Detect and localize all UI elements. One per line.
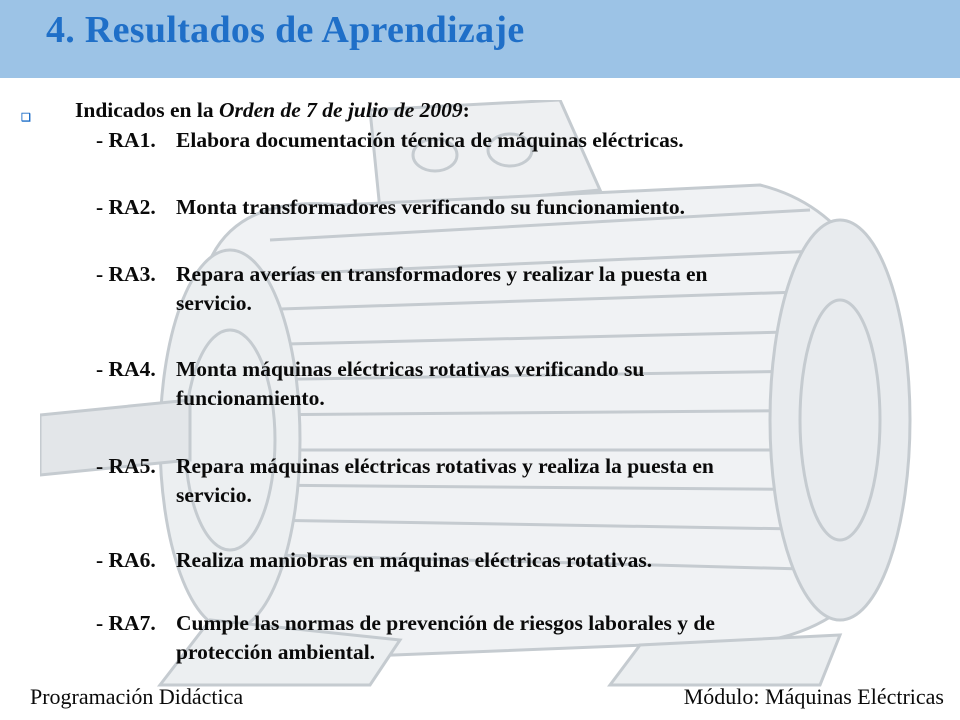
slide-title: 4. Resultados de Aprendizaje: [46, 9, 525, 51]
ra-text: Repara averías en transformadores y realizar la puesta en: [176, 262, 708, 286]
intro-suffix: :: [462, 98, 470, 122]
ra-text: Realiza maniobras en máquinas eléctricas rotativas.: [176, 548, 653, 572]
ra-text-cont: servicio.: [176, 291, 252, 315]
ra-code: - RA1.: [96, 128, 156, 152]
ra-item-5: [96, 452, 714, 510]
intro-line: [75, 96, 470, 125]
ra-item-4: [96, 355, 644, 413]
ra-code: - RA2.: [96, 195, 156, 219]
ra-text: Repara máquinas eléctricas rotativas y realiza la puesta en: [176, 454, 714, 478]
footer-left: Programación Didáctica: [30, 684, 244, 709]
ra-text-cont: servicio.: [176, 483, 252, 507]
ra-code: - RA4.: [96, 357, 156, 381]
ra-text: Cumple las normas de prevención de riesgos laborales y de: [176, 611, 715, 635]
ra-text-cont: funcionamiento.: [176, 386, 325, 410]
ra-text-cont: protección ambiental.: [176, 640, 376, 664]
ra-item-6: [96, 546, 652, 575]
ra-text: Monta transformadores verificando su funcionamiento.: [176, 195, 686, 219]
footer-right: Módulo: Máquinas Eléctricas: [683, 684, 944, 709]
ra-code: - RA7.: [96, 611, 156, 635]
ra-code: - RA3.: [96, 262, 156, 286]
ra-item-3: [96, 260, 707, 318]
ra-text: Monta máquinas eléctricas rotativas verificando su: [176, 357, 645, 381]
square-bullet-icon: ❑: [21, 112, 31, 124]
ra-item-2: [96, 193, 685, 222]
ra-item-7: [96, 609, 715, 667]
ra-item-1: [96, 126, 684, 155]
ra-code: - RA6.: [96, 548, 156, 572]
intro-prefix: Indicados en la: [75, 98, 219, 122]
ra-code: - RA5.: [96, 454, 156, 478]
intro-emphasis: Orden de 7 de julio de 2009: [218, 98, 463, 122]
ra-text: Elabora documentación técnica de máquinas eléctricas.: [176, 128, 684, 152]
